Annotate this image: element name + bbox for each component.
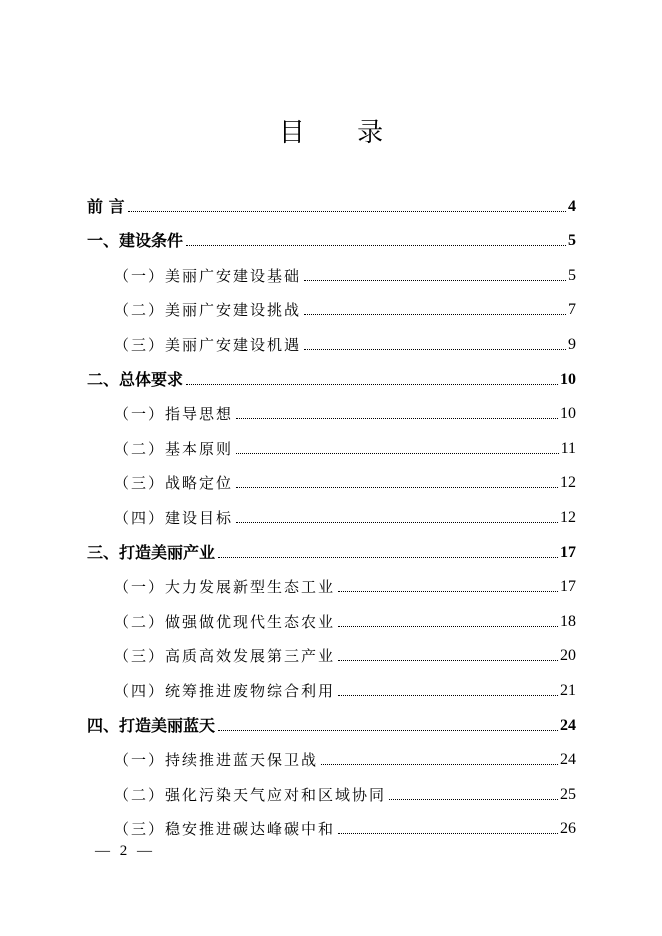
toc-dot-leader: [389, 798, 558, 800]
toc-dot-leader: [304, 348, 566, 350]
toc-entry-page-number: 10: [560, 405, 576, 423]
toc-entry-label: （一）持续推进蓝天保卫战: [114, 751, 319, 770]
toc-entry-page-number: 5: [568, 266, 576, 284]
toc-entry-page-number: 12: [560, 474, 576, 492]
toc-entry-label: 四、打造美丽蓝天: [87, 715, 216, 735]
toc-entry-label: （二）基本原则: [114, 439, 234, 458]
toc-section-entry[interactable]: [87, 804, 576, 839]
toc-entry-page-number: 21: [560, 681, 576, 699]
toc-entry-label: 三、打造美丽产业: [87, 542, 216, 562]
table-of-contents: [87, 181, 576, 838]
toc-dot-leader: [218, 556, 558, 558]
toc-chapter-entry[interactable]: [87, 181, 576, 216]
toc-dot-leader: [304, 279, 566, 281]
toc-entry-label: 前 言: [87, 196, 125, 216]
toc-dot-leader: [236, 486, 558, 488]
toc-section-entry[interactable]: [87, 596, 576, 631]
toc-entry-label: （四）建设目标: [114, 508, 234, 527]
toc-entry-page-number: 11: [560, 439, 576, 457]
toc-entry-page-number: 4: [568, 197, 576, 215]
toc-entry-page-number: 5: [568, 232, 576, 250]
toc-entry-label: （三）稳安推进碳达峰碳中和: [114, 820, 336, 839]
toc-entry-label: （一）大力发展新型生态工业: [114, 578, 336, 597]
toc-chapter-entry[interactable]: [87, 216, 576, 251]
toc-entry-page-number: 24: [560, 716, 576, 734]
toc-dot-leader: [128, 210, 566, 212]
toc-section-entry[interactable]: [87, 769, 576, 804]
toc-dot-leader: [338, 590, 558, 592]
toc-entry-page-number: 20: [560, 647, 576, 665]
toc-entry-page-number: 12: [560, 508, 576, 526]
toc-entry-label: （三）高质高效发展第三产业: [114, 647, 336, 666]
toc-entry-page-number: 10: [560, 370, 576, 388]
toc-section-entry[interactable]: [87, 631, 576, 666]
toc-dot-leader: [321, 763, 558, 765]
toc-dot-leader: [186, 244, 566, 246]
toc-section-entry[interactable]: [87, 492, 576, 527]
toc-entry-label: （四）统筹推进废物综合利用: [114, 681, 336, 700]
toc-section-entry[interactable]: [87, 319, 576, 354]
toc-dot-leader: [186, 383, 558, 385]
toc-entry-label: （二）做强做优现代生态农业: [114, 612, 336, 631]
page-title: 目 录: [278, 118, 406, 148]
toc-dot-leader: [218, 729, 558, 731]
toc-chapter-entry[interactable]: [87, 354, 576, 389]
toc-entry-label: 二、总体要求: [87, 369, 184, 389]
toc-entry-label: （三）美丽广安建设机遇: [114, 335, 302, 354]
toc-section-entry[interactable]: [87, 735, 576, 770]
toc-entry-page-number: 9: [568, 335, 576, 353]
toc-dot-leader: [236, 521, 558, 523]
toc-chapter-entry[interactable]: [87, 700, 576, 735]
toc-section-entry[interactable]: [87, 665, 576, 700]
toc-chapter-entry[interactable]: [87, 527, 576, 562]
toc-entry-label: 一、建设条件: [87, 231, 184, 251]
toc-entry-label: （一）美丽广安建设基础: [114, 266, 302, 285]
toc-dot-leader: [338, 659, 558, 661]
toc-dot-leader: [338, 832, 558, 834]
toc-section-entry[interactable]: [87, 389, 576, 424]
page-number-footer: — 2 —: [95, 843, 155, 859]
toc-dot-leader: [236, 452, 559, 454]
toc-entry-page-number: 24: [560, 751, 576, 769]
toc-entry-label: （三）战略定位: [114, 474, 234, 493]
toc-entry-page-number: 17: [560, 543, 576, 561]
toc-section-entry[interactable]: [87, 285, 576, 320]
toc-entry-page-number: 25: [560, 785, 576, 803]
toc-dot-leader: [304, 313, 566, 315]
toc-entry-page-number: 26: [560, 820, 576, 838]
toc-dot-leader: [236, 417, 558, 419]
toc-entry-label: （二）美丽广安建设挑战: [114, 301, 302, 320]
toc-entry-page-number: 7: [568, 301, 576, 319]
toc-section-entry[interactable]: [87, 458, 576, 493]
toc-entry-label: （二）强化污染天气应对和区域协同: [114, 785, 387, 804]
toc-entry-page-number: 17: [560, 578, 576, 596]
toc-entry-page-number: 18: [560, 612, 576, 630]
toc-section-entry[interactable]: [87, 423, 576, 458]
toc-dot-leader: [338, 625, 558, 627]
toc-section-entry[interactable]: [87, 250, 576, 285]
toc-section-entry[interactable]: [87, 562, 576, 597]
toc-entry-label: （一）指导思想: [114, 405, 234, 424]
toc-dot-leader: [338, 694, 558, 696]
